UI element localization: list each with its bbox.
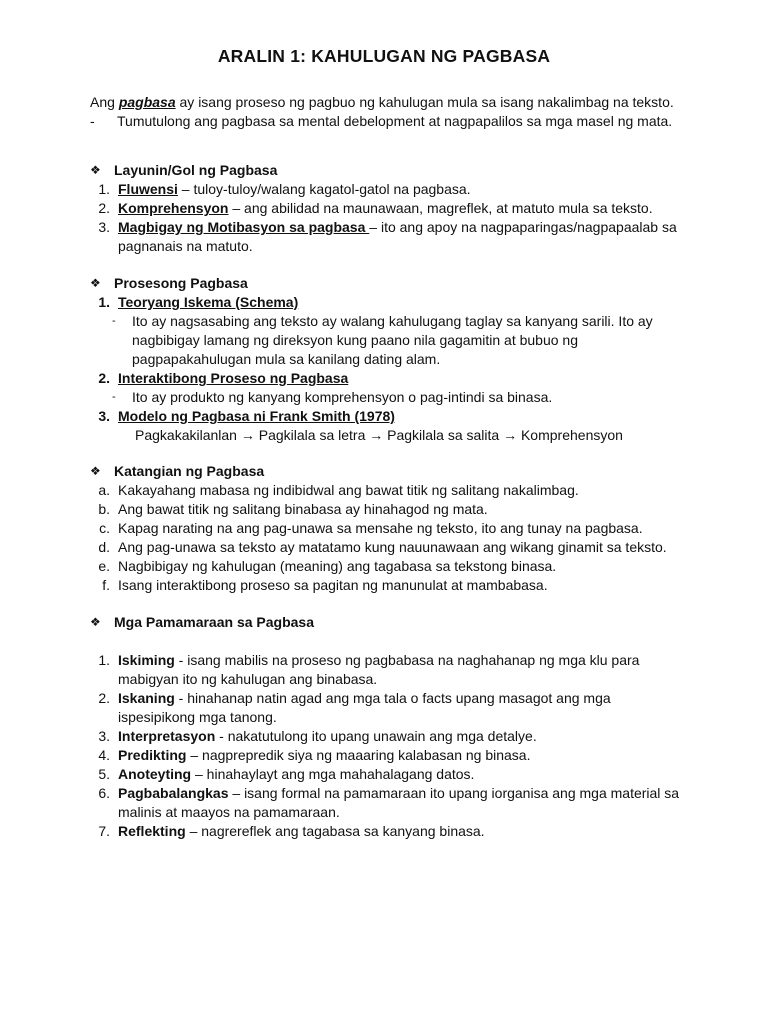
item-number: 6.	[98, 785, 110, 801]
item-text: – isang formal na pamamaraan ito upang iorganisa ang mga material sa malinis at maayos na pamamaraan.	[118, 785, 680, 820]
item-term: Fluwensi	[118, 181, 178, 197]
item-number: 3.	[98, 728, 110, 744]
item-letter: d.	[98, 539, 110, 555]
list-item	[90, 407, 710, 426]
item-term: Interpretasyon	[118, 728, 216, 744]
item-number: 3.	[98, 219, 110, 235]
list-item	[90, 293, 710, 312]
diamond-bullet-icon: ❖	[90, 163, 101, 177]
item-text: – ito ang apoy na nagpaparingas/nagpapaalab sa pagnanais na matuto.	[118, 219, 677, 254]
item-text: Ito ay produkto ng kanyang komprehensyon o pag-intindi sa binasa.	[132, 389, 553, 405]
section-heading	[90, 274, 710, 293]
item-number: 4.	[98, 747, 110, 763]
item-text: Ang bawat titik ng salitang binabasa ay hinahagod ng mata.	[118, 501, 488, 517]
item-text: – tuloy-tuloy/walang kagatol-gatol na pagbasa.	[177, 181, 471, 197]
list-item	[90, 576, 710, 595]
item-term: Modelo ng Pagbasa ni Frank Smith (1978)	[118, 408, 395, 424]
list-item	[90, 481, 710, 500]
item-term: Iskaning	[118, 690, 175, 706]
item-letter: f.	[102, 577, 110, 593]
item-text: - nakatutulong ito upang unawain ang mga detalye.	[215, 728, 537, 744]
item-term: Teoryang Iskema (Schema)	[118, 294, 299, 310]
item-term: Komprehensyon	[118, 200, 229, 216]
section-pamamaraan	[90, 613, 710, 841]
intro-dash-item	[90, 112, 710, 131]
intro-dash-text: Tumutulong ang pagbasa sa mental debelopment at nagpapalilos sa mga masel ng mata.	[117, 113, 673, 129]
list-item	[90, 689, 710, 727]
item-text: Isang interaktibong proseso sa pagitan ng manunulat at mambabasa.	[118, 577, 548, 593]
item-term: Iskiming	[118, 652, 175, 668]
section-heading-text: Layunin/Gol ng Pagbasa	[114, 162, 278, 178]
dash-marker: -	[112, 391, 116, 403]
item-number: 3.	[98, 408, 110, 424]
item-number: 1.	[98, 181, 110, 197]
item-term: Pagbabalangkas	[118, 785, 229, 801]
section-heading	[90, 613, 710, 632]
list-item	[90, 180, 710, 199]
intro-paragraph	[90, 93, 710, 131]
item-term: Reflekting	[118, 823, 186, 839]
item-number: 7.	[98, 823, 110, 839]
list-item	[90, 727, 710, 746]
section-heading-text: Prosesong Pagbasa	[114, 275, 248, 291]
list-item	[90, 538, 710, 557]
item-letter: c.	[99, 520, 110, 536]
list-item	[90, 651, 710, 689]
list-item	[90, 199, 710, 218]
item-text: - isang mabilis na proseso ng pagbabasa na naghahanap ng mga klu para mabigyan ito ng kahulugan ang binabasa.	[118, 652, 640, 687]
item-letter: a.	[98, 482, 110, 498]
item-text: – nagrereflek ang tagabasa sa kanyang binasa.	[185, 823, 485, 839]
diamond-bullet-icon: ❖	[90, 464, 101, 478]
item-term: Predikting	[118, 747, 187, 763]
item-text: Ang pag-unawa sa teksto ay matatamo kung nauunawaan ang wikang ginamit sa teksto.	[118, 539, 667, 555]
list-item	[90, 746, 710, 765]
diamond-bullet-icon: ❖	[90, 276, 101, 290]
sub-item	[90, 388, 710, 407]
item-number: 2.	[98, 690, 110, 706]
list-item	[90, 369, 710, 388]
list-item	[90, 784, 710, 822]
list-item	[90, 557, 710, 576]
item-text: – ang abilidad na maunawaan, magreflek, at matuto mula sa teksto.	[228, 200, 653, 216]
item-text: – nagprepredik siya ng maaaring kalabasan ng binasa.	[186, 747, 531, 763]
item-term: Magbigay ng Motibasyon sa pagbasa	[118, 219, 370, 235]
section-heading	[90, 161, 710, 180]
item-text: – hinahaylayt ang mga mahahalagang datos.	[191, 766, 475, 782]
section-layunin	[90, 161, 710, 256]
item-number: 5.	[98, 766, 110, 782]
item-term: Anoteyting	[118, 766, 192, 782]
item-number: 1.	[98, 294, 110, 310]
section-heading-text: Katangian ng Pagbasa	[114, 463, 265, 479]
item-number: 2.	[98, 200, 110, 216]
intro-post: ay isang proseso ng pagbuo ng kahulugan mula sa isang nakalimbag na teksto.	[175, 94, 674, 110]
list-item	[90, 765, 710, 784]
item-text: Ito ay nagsasabing ang teksto ay walang kahulugang taglay sa kanyang sarili. Ito ay nagbibigay lamang ng direksyon kung paano nila gagamitin at bubuo ng pagpapakahulugan mula sa kanilang dating alam.	[132, 313, 653, 367]
dash-marker: -	[90, 113, 95, 129]
item-number: 1.	[98, 652, 110, 668]
item-text: - hinahanap natin agad ang mga tala o facts upang masagot ang mga ispesipikong mga tanong.	[118, 690, 611, 725]
intro-pre: Ang	[90, 94, 119, 110]
list-item	[90, 500, 710, 519]
section-heading-text: Mga Pamamaraan sa Pagbasa	[114, 614, 314, 630]
section-proseso	[90, 274, 710, 445]
item-term: Interaktibong Proseso ng Pagbasa	[118, 370, 349, 386]
intro-keyword: pagbasa	[118, 94, 176, 110]
page-title: ARALIN 1: KAHULUGAN NG PAGBASA	[217, 46, 551, 66]
diamond-bullet-icon: ❖	[90, 615, 101, 629]
item-text: Kakayahang mabasa ng indibidwal ang bawat titik ng salitang nakalimbag.	[118, 482, 579, 498]
item-letter: b.	[98, 501, 110, 517]
section-heading	[90, 462, 710, 481]
item-text: Nagbibigay ng kahulugan (meaning) ang tagabasa sa tekstong binasa.	[118, 558, 557, 574]
intro-definition	[90, 93, 710, 112]
sub-item	[90, 312, 710, 369]
item-number: 2.	[98, 370, 110, 386]
list-item	[90, 822, 710, 841]
dash-marker: -	[112, 315, 116, 327]
list-item	[90, 218, 710, 256]
section-katangian	[90, 462, 710, 595]
item-letter: e.	[98, 558, 110, 574]
item-text: Kapag narating na ang pag-unawa sa mensahe ng teksto, ito ang tunay na pagbasa.	[118, 520, 643, 536]
process-flow: Pagkakakilanlan → Pagkilala sa letra → Pagkilala sa salita → Komprehensyon	[135, 427, 623, 443]
list-item	[90, 519, 710, 538]
